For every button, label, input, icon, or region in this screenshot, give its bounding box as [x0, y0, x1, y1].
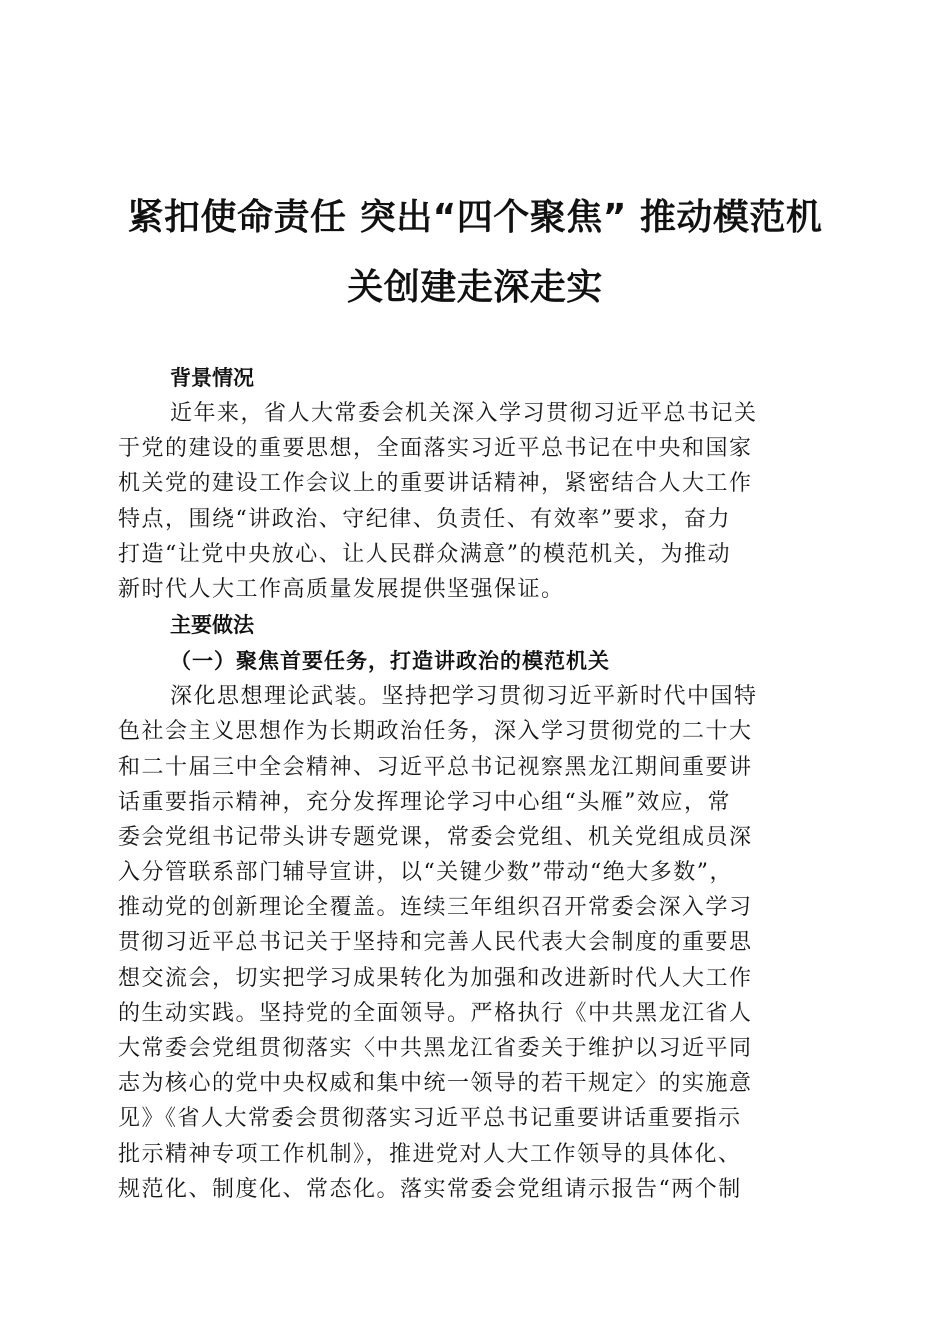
paragraph-line: 近年来，省人大常委会机关深入学习贯彻习近平总书记关 [170, 401, 758, 426]
section-heading-background: 背景情况 [170, 366, 254, 390]
paragraph-line: 于党的建设的重要思想，全面落实习近平总书记在中央和国家 [118, 436, 753, 462]
paragraph-line: 委会党组书记带头讲专题党课，常委会党组、机关党组成员深 [118, 824, 753, 850]
paragraph-line: 色社会主义思想作为长期政治任务，深入学习贯彻党的二十大 [118, 719, 753, 745]
paragraph-line: 见》《省人大常委会贯彻落实习近平总书记重要讲话重要指示 [118, 1106, 742, 1132]
paragraph-line: 特点，围绕“讲政治、守纪律、负责任、有效率”要求，奋力 [118, 506, 731, 532]
paragraph-line: 贯彻习近平总书记关于坚持和完善人民代表大会制度的重要思 [118, 930, 753, 956]
paragraph-line: 批示精神专项工作机制》，推进党对人大工作领导的具体化、 [118, 1141, 742, 1167]
paragraph-line: 想交流会，切实把学习成果转化为加强和改进新时代人大工作 [118, 965, 753, 991]
document-title-line-2: 关创建走深走实 [347, 267, 603, 308]
paragraph-line: 入分管联系部门辅导宣讲，以“关键少数”带动“绝大多数”， [118, 860, 733, 886]
paragraph-line: 机关党的建设工作会议上的重要讲话精神，紧密结合人大工作 [118, 471, 753, 497]
section-heading-main-practices: 主要做法 [170, 613, 254, 638]
paragraph-line: 志为核心的党中央权威和集中统一领导的若干规定〉的实施意 [118, 1071, 753, 1097]
paragraph-line: 和二十届三中全会精神、习近平总书记视察黑龙江期间重要讲 [118, 754, 753, 780]
paragraph-line: 打造“让党中央放心、让人民群众满意”的模范机关，为推动 [118, 541, 731, 567]
paragraph-line: 深化思想理论武装。坚持把学习贯彻习近平新时代中国特 [170, 684, 758, 710]
document-title-line-1: 紧扣使命责任 突出“四个聚焦” 推动模范机 [127, 197, 823, 238]
paragraph-line: 推动党的创新理论全覆盖。连续三年组织召开常委会深入学习 [118, 895, 753, 921]
paragraph-line: 大常委会党组贯彻落实〈中共黑龙江省委关于维护以习近平同 [118, 1036, 753, 1061]
paragraph-line: 的生动实践。坚持党的全面领导。严格执行《中共黑龙江省人 [118, 1000, 753, 1026]
paragraph-line: 新时代人大工作高质量发展提供坚强保证。 [118, 576, 565, 602]
paragraph-line: 规范化、制度化、常态化。落实常委会党组请示报告“两个制 [118, 1176, 742, 1202]
paragraph-line: 话重要指示精神，充分发挥理论学习中心组“头雁”效应，常 [118, 789, 731, 815]
subsection-heading: （一）聚焦首要任务，打造讲政治的模范机关 [170, 649, 610, 674]
document-body [118, 360, 830, 1207]
